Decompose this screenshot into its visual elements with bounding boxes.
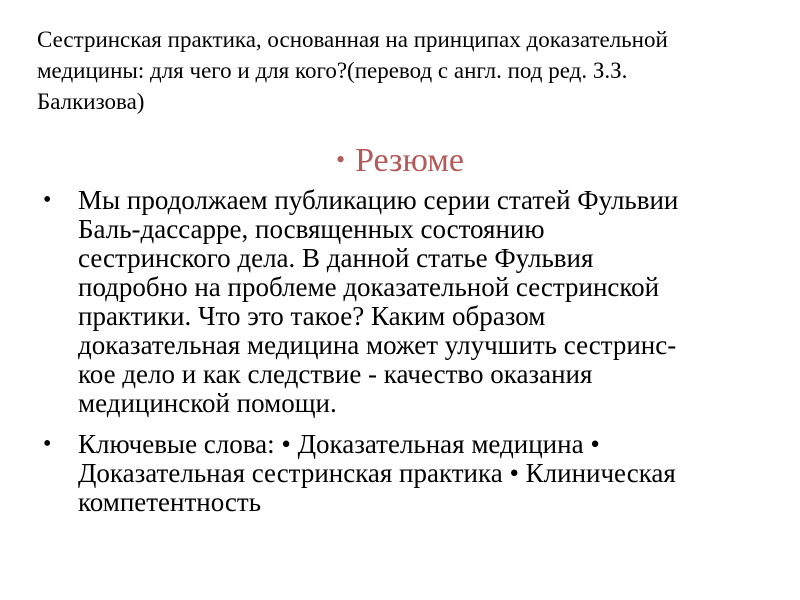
section-heading-label: Резюме bbox=[355, 142, 465, 179]
list-bullet: • bbox=[43, 431, 52, 457]
heading-bullet: • bbox=[335, 145, 346, 174]
list-item-keywords bbox=[40, 430, 770, 517]
slide-title: Сестринская практика, основанная на принципах доказательной медицины: для чего и для кого?(перевод с англ. под ред. З.З. Балкизова) bbox=[37, 27, 668, 114]
list-bullet: • bbox=[43, 187, 52, 213]
abstract-text: Мы продолжаем публикацию серии статей Фульвии Баль-дассарре, посвященных состоянию сестринского дела. В данной статье Фульвия подробно на проблеме доказательной сестринской практики. Что это такое? Каким образом доказательная медицина может улучшить сестринс- кое дело и как следствие - качество оказания медицинской помощи. bbox=[78, 185, 679, 418]
abstract-list bbox=[40, 186, 770, 529]
keywords-text: Ключевые слова: • Доказательная медицина • Доказательная сестринская практика • Клиническая компетентность bbox=[78, 429, 676, 517]
list-item-abstract bbox=[40, 186, 770, 418]
section-heading bbox=[0, 140, 800, 184]
